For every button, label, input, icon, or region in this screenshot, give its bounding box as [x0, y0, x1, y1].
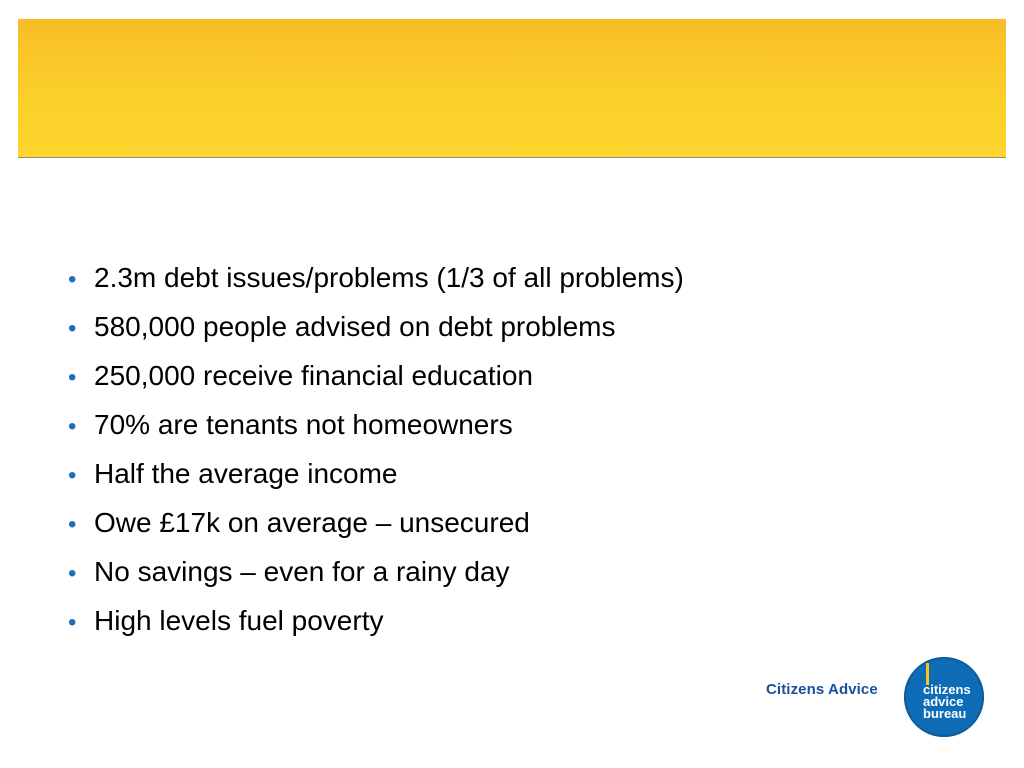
- list-item: [68, 605, 684, 654]
- bullet-text: High levels fuel poverty: [94, 605, 384, 636]
- logo-line: advice: [923, 694, 964, 709]
- bullet-list: [68, 262, 684, 654]
- list-item: [68, 311, 684, 360]
- bullet-text: 2.3m debt issues/problems (1/3 of all problems): [94, 262, 684, 293]
- list-item: [68, 262, 684, 311]
- bullet-text: 580,000 people advised on debt problems: [94, 311, 616, 342]
- bullet-text: No savings – even for a rainy day: [94, 556, 510, 587]
- list-item: [68, 458, 684, 507]
- bullet-text: 70% are tenants not homeowners: [94, 409, 513, 440]
- logo-line: citizens: [923, 682, 971, 697]
- list-item: [68, 556, 684, 605]
- logo-line: bureau: [923, 706, 967, 721]
- header-banner: [18, 19, 1006, 158]
- bullet-text: Owe £17k on average – unsecured: [94, 507, 530, 538]
- list-item: [68, 507, 684, 556]
- brand-name: Citizens Advice: [766, 681, 878, 698]
- bullet-icon: •: [68, 364, 77, 391]
- bullet-icon: •: [68, 511, 77, 538]
- list-item: [68, 409, 684, 458]
- bullet-icon: •: [68, 560, 77, 587]
- list-item: [68, 360, 684, 409]
- bullet-text: 250,000 receive financial education: [94, 360, 533, 391]
- bullet-text: Half the average income: [94, 458, 398, 489]
- bullet-icon: •: [68, 413, 77, 440]
- bullet-icon: •: [68, 266, 77, 293]
- logo-text: [923, 684, 971, 720]
- bullet-icon: •: [68, 315, 77, 342]
- citizens-advice-logo: [904, 657, 984, 737]
- bullet-icon: •: [68, 609, 77, 636]
- bullet-icon: •: [68, 462, 77, 489]
